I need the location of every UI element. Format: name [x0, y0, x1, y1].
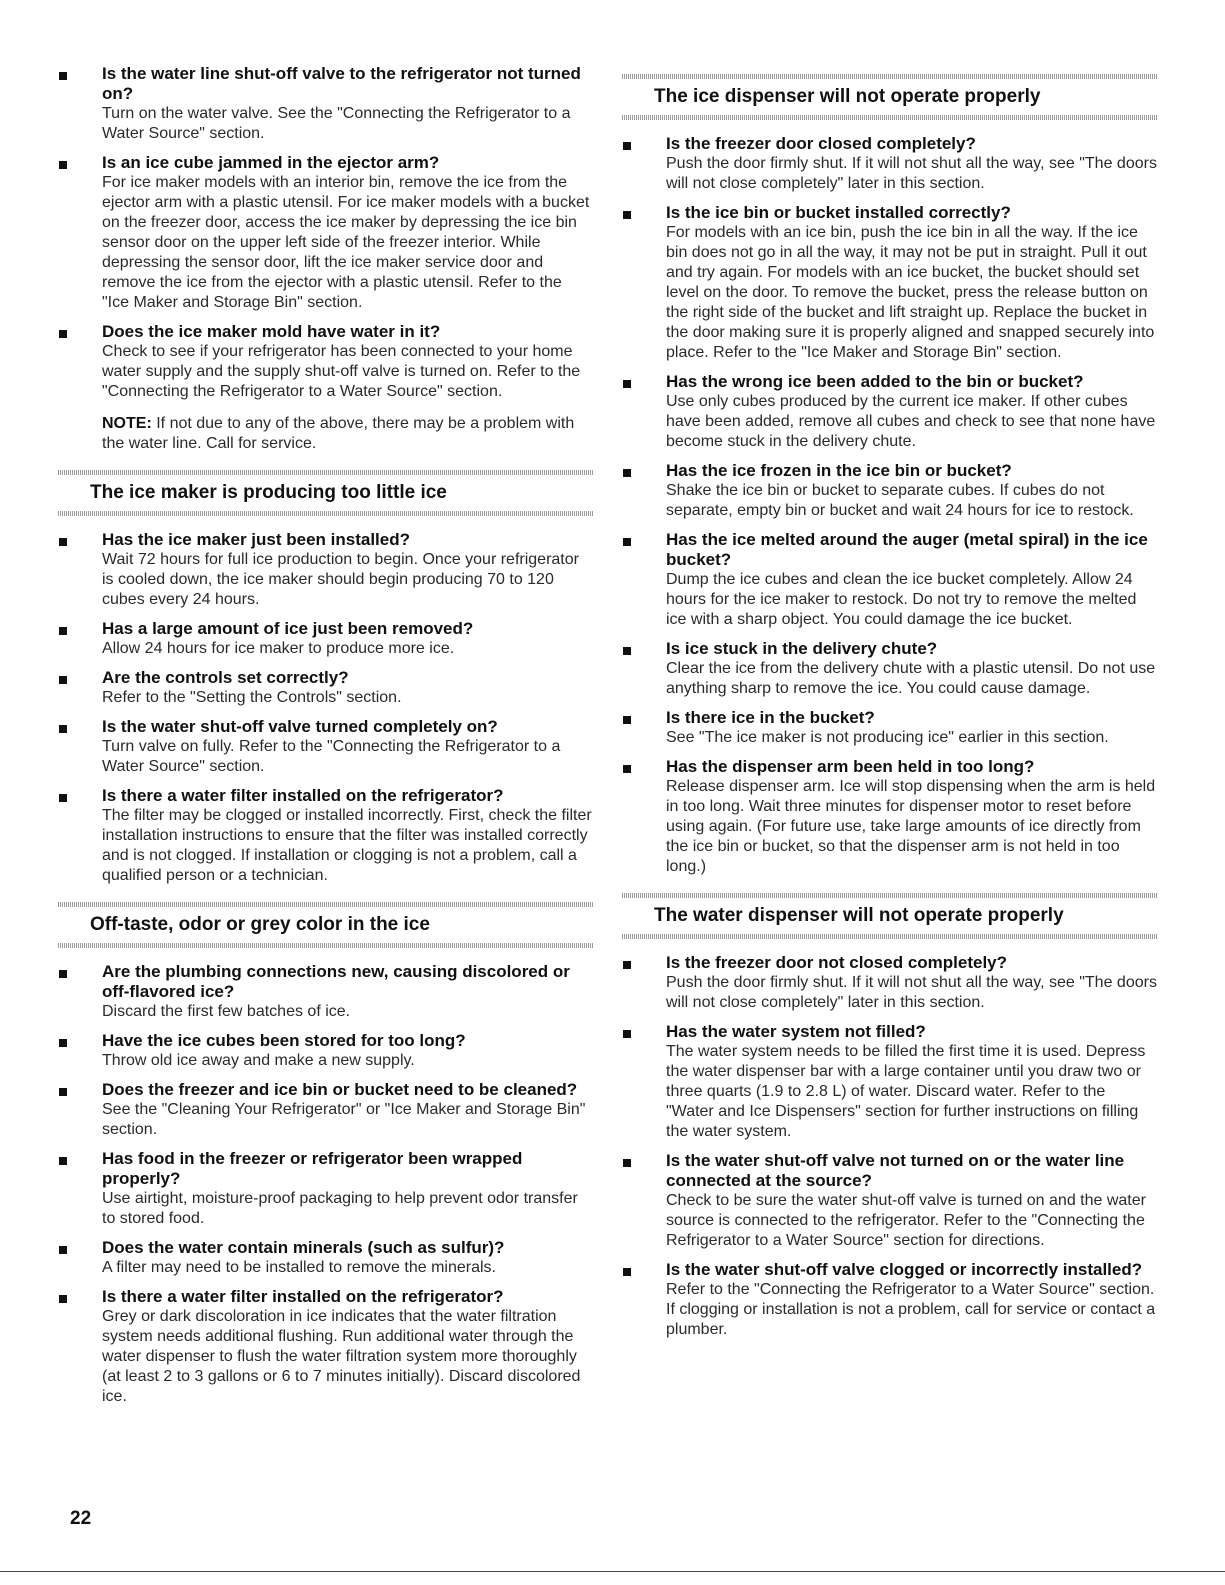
bullet-icon	[623, 380, 631, 388]
question: Does the ice maker mold have water in it?	[102, 322, 441, 341]
question: Has food in the freezer or refrigerator been wrapped properly?	[102, 1149, 523, 1188]
question: Is the freezer door not closed completely?	[666, 953, 1008, 972]
question: Is the water line shut-off valve to the refrigerator not turned on?	[102, 64, 581, 103]
question: Is there ice in the bucket?	[666, 708, 875, 727]
answer: For ice maker models with an interior bin, remove the ice from the ejector arm with a plastic utensil. For ice maker models with a bucket on the freezer door, access the ice maker by depressing the ice bin sensor door on the upper left side of the freezer interior. While depressing the sensor door, lift the ice maker service door and remove the ice from the ejector with a plastic utensil. Refer to the "Ice Maker and Storage Bin" section.	[102, 174, 590, 311]
answer: Wait 72 hours for full ice production to begin. Once your refrigerator is cooled down, the ice maker should begin producing 70 to 120 cubes every 24 hours.	[102, 551, 579, 608]
answer: Throw old ice away and make a new supply.	[102, 1052, 415, 1069]
section-title: Off-taste, odor or grey color in the ice	[90, 914, 430, 935]
list-item	[622, 134, 1157, 194]
question: Is the water shut-off valve clogged or incorrectly installed?	[666, 1260, 1143, 1279]
question: Are the plumbing connections new, causing discolored or off-flavored ice?	[102, 962, 570, 1001]
question: Has the ice maker just been installed?	[102, 530, 411, 549]
answer: See "The ice maker is not producing ice" earlier in this section.	[666, 729, 1109, 746]
bullet-icon	[623, 765, 631, 773]
list-item	[58, 1287, 593, 1407]
list-item	[58, 530, 593, 610]
list-item	[622, 708, 1157, 748]
section-title: The ice dispenser will not operate properly	[654, 86, 1041, 107]
answer: Use airtight, moisture-proof packaging to help prevent odor transfer to stored food.	[102, 1190, 578, 1227]
list-item	[58, 64, 593, 144]
too-little-ice-list	[58, 530, 593, 886]
bullet-icon	[623, 716, 631, 724]
bullet-icon	[623, 1030, 631, 1038]
section-header-ice-dispenser	[622, 74, 1157, 120]
answer: Push the door firmly shut. If it will not shut all the way, see "The doors will not close completely" later in this section.	[666, 155, 1157, 192]
question: Is the water shut-off valve turned completely on?	[102, 717, 498, 736]
answer: Grey or dark discoloration in ice indicates that the water filtration system needs additional flushing. Run additional water through the water dispenser to flush the water filtration system more thoroughly (at least 2 to 3 gallons or 6 to 7 minutes initially). Discard discolored ice.	[102, 1308, 581, 1405]
question: Is the ice bin or bucket installed correctly?	[666, 203, 1011, 222]
answer: Shake the ice bin or bucket to separate cubes. If cubes do not separate, empty bin or bucket and wait 24 hours for ice to restock.	[666, 482, 1134, 519]
hatched-rule	[58, 943, 593, 948]
bullet-icon	[59, 970, 67, 978]
question: Is there a water filter installed on the refrigerator?	[102, 786, 504, 805]
water-dispenser-list	[622, 953, 1157, 1340]
answer: Release dispenser arm. Ice will stop dispensing when the arm is held in too long. Wait three minutes for dispenser motor to reset before using again. (For future use, take large amounts of ice directly from the ice bin or bucket, so that the dispenser arm is not held in too long.)	[666, 778, 1156, 875]
list-item	[58, 153, 593, 313]
bullet-icon	[59, 1157, 67, 1165]
list-item	[58, 668, 593, 708]
answer: See the "Cleaning Your Refrigerator" or "Ice Maker and Storage Bin" section.	[102, 1101, 586, 1138]
bullet-icon	[59, 72, 67, 80]
right-column	[622, 64, 1157, 1349]
hatched-rule	[622, 115, 1157, 120]
bullet-icon	[59, 330, 67, 338]
list-item	[58, 717, 593, 777]
list-item	[58, 962, 593, 1022]
left-column	[58, 64, 593, 1416]
answer: Push the door firmly shut. If it will not shut all the way, see "The doors will not close completely" later in this section.	[666, 974, 1157, 1011]
bullet-icon	[59, 627, 67, 635]
answer: Turn valve on fully. Refer to the "Connecting the Refrigerator to a Water Source" section.	[102, 738, 561, 775]
question: Has the ice frozen in the ice bin or bucket?	[666, 461, 1012, 480]
answer: Refer to the "Setting the Controls" section.	[102, 689, 402, 706]
list-item	[622, 203, 1157, 363]
question: Have the ice cubes been stored for too long?	[102, 1031, 466, 1050]
question: Is the freezer door closed completely?	[666, 134, 976, 153]
bullet-icon	[623, 961, 631, 969]
section-title: The ice maker is producing too little ice	[90, 482, 447, 503]
question: Does the water contain minerals (such as sulfur)?	[102, 1238, 505, 1257]
answer: Discard the first few batches of ice.	[102, 1003, 351, 1020]
bullet-icon	[623, 469, 631, 477]
section-header-off-taste	[58, 902, 593, 948]
bullet-icon	[623, 538, 631, 546]
list-item	[622, 639, 1157, 699]
bullet-icon	[59, 676, 67, 684]
note	[58, 414, 593, 454]
bullet-icon	[623, 647, 631, 655]
page-number: 22	[70, 1508, 92, 1529]
list-item	[622, 372, 1157, 452]
answer: Clear the ice from the delivery chute with a plastic utensil. Do not use anything sharp to remove the ice. You could cause damage.	[666, 660, 1156, 697]
answer: For models with an ice bin, push the ice bin in all the way. If the ice bin does not go in all the way, it may not be put in straight. Pull it out and try again. For models with an ice bucket, the bucket should set level on the door. To remove the bucket, press the release button on the right side of the bucket and lift straight up. Replace the bucket in the door making sure it is properly aligned and snapped securely into place. Refer to the "Ice Maker and Storage Bin" section.	[666, 224, 1155, 361]
note-text: If not due to any of the above, there may be a problem with the water line. Call for service.	[102, 415, 575, 452]
list-item	[622, 1260, 1157, 1340]
answer: Turn on the water valve. See the "Connecting the Refrigerator to a Water Source" section.	[102, 105, 571, 142]
bullet-icon	[623, 142, 631, 150]
list-item	[622, 1022, 1157, 1142]
question: Has the ice melted around the auger (metal spiral) in the ice bucket?	[666, 530, 1148, 569]
section-header-too-little-ice	[58, 470, 593, 516]
question: Is the water shut-off valve not turned on or the water line connected at the source?	[666, 1151, 1125, 1190]
list-item	[622, 953, 1157, 1013]
question: Does the freezer and ice bin or bucket need to be cleaned?	[102, 1080, 578, 1099]
bullet-icon	[59, 538, 67, 546]
question: Has a large amount of ice just been removed?	[102, 619, 474, 638]
list-item	[58, 1149, 593, 1229]
question: Are the controls set correctly?	[102, 668, 349, 687]
answer: The filter may be clogged or installed incorrectly. First, check the filter installation instructions to ensure that the filter was installed correctly and is not clogged. If installation or clogging is not a problem, call a qualified person or a technician.	[102, 807, 592, 884]
hatched-rule	[58, 511, 593, 516]
bullet-icon	[59, 1088, 67, 1096]
list-item	[58, 322, 593, 402]
question: Is an ice cube jammed in the ejector arm?	[102, 153, 440, 172]
question: Is there a water filter installed on the refrigerator?	[102, 1287, 504, 1306]
bullet-icon	[59, 1039, 67, 1047]
bullet-icon	[623, 211, 631, 219]
off-taste-list	[58, 962, 593, 1407]
list-item	[58, 1080, 593, 1140]
list-item	[58, 1238, 593, 1278]
hatched-rule	[622, 934, 1157, 939]
bullet-icon	[59, 794, 67, 802]
list-item	[622, 757, 1157, 877]
note-label: NOTE:	[102, 415, 152, 432]
answer: Allow 24 hours for ice maker to produce more ice.	[102, 640, 455, 657]
answer: Check to see if your refrigerator has been connected to your home water supply and the supply shut-off valve is turned on. Refer to the "Connecting the Refrigerator to a Water Source" section.	[102, 343, 581, 400]
answer: Check to be sure the water shut-off valve is turned on and the water source is connected to the refrigerator. Refer to the "Connecting the Refrigerator to a Water Source" section for directions.	[666, 1192, 1146, 1249]
answer: Refer to the "Connecting the Refrigerator to a Water Source" section. If clogging or installation is not a problem, call for service or contact a plumber.	[666, 1281, 1156, 1338]
list-item	[58, 786, 593, 886]
question: Has the water system not filled?	[666, 1022, 926, 1041]
bullet-icon	[623, 1159, 631, 1167]
list-item	[58, 619, 593, 659]
answer: The water system needs to be filled the first time it is used. Depress the water dispenser bar with a large container until you draw two or three quarts (1.9 to 2.8 L) of water. Discard water. Refer to the "Water and Ice Dispensers" section for further instructions on filling the water system.	[666, 1043, 1146, 1140]
bullet-icon	[59, 725, 67, 733]
section-title: The water dispenser will not operate properly	[654, 905, 1064, 926]
answer: A filter may need to be installed to remove the minerals.	[102, 1259, 496, 1276]
list-item	[622, 461, 1157, 521]
bullet-icon	[59, 1246, 67, 1254]
bullet-icon	[623, 1268, 631, 1276]
question: Is ice stuck in the delivery chute?	[666, 639, 938, 658]
question: Has the wrong ice been added to the bin or bucket?	[666, 372, 1084, 391]
answer: Use only cubes produced by the current ice maker. If other cubes have been added, remove all cubes and check to see that none have become stuck in the delivery chute.	[666, 393, 1156, 450]
intro-list	[58, 64, 593, 402]
bottom-rule	[0, 1571, 1225, 1572]
ice-dispenser-list	[622, 134, 1157, 877]
list-item	[58, 1031, 593, 1071]
question: Has the dispenser arm been held in too long?	[666, 757, 1035, 776]
bullet-icon	[59, 161, 67, 169]
list-item	[622, 1151, 1157, 1251]
answer: Dump the ice cubes and clean the ice bucket completely. Allow 24 hours for the ice maker to restock. Do not try to remove the melted ice with a sharp object. You could damage the ice bucket.	[666, 571, 1137, 628]
bullet-icon	[59, 1295, 67, 1303]
list-item	[622, 530, 1157, 630]
section-header-water-dispenser	[622, 893, 1157, 939]
